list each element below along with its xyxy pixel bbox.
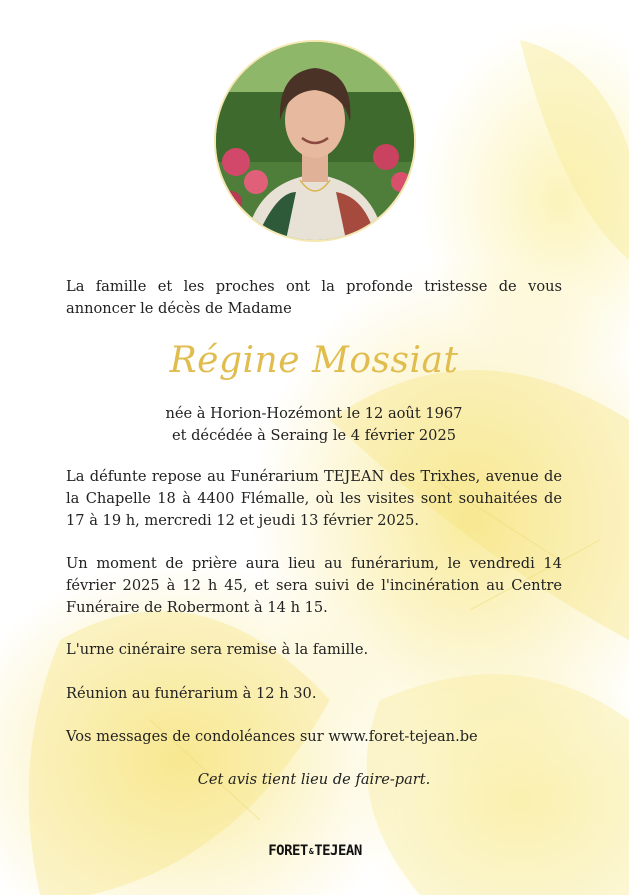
birth-line: née à Horion-Hozémont le 12 août 1967	[165, 405, 463, 422]
logo-tejean: TEJEAN	[314, 843, 362, 859]
dates-block	[66, 403, 562, 447]
death-line: et décédée à Seraing le 4 février 2025	[171, 427, 457, 444]
intro-paragraph: La famille et les proches ont la profonde tristesse de vous annoncer le décès de Madame	[66, 278, 562, 317]
condolences-paragraph: Vos messages de condoléances sur www.foret-tejean.be	[66, 728, 478, 745]
faire-part-note: Cet avis tient lieu de faire-part.	[197, 771, 431, 788]
prayer-paragraph: Un moment de prière aura lieu au funérarium, le vendredi 14 février 2025 à 12 h 45, et sera suivi de l'incinération au Centre Funéraire de Robermont à 14 h 15.	[66, 555, 562, 616]
reunion-paragraph: Réunion au funérarium à 12 h 30.	[66, 685, 317, 702]
rest-paragraph: La défunte repose au Funérarium TEJEAN des Trixhes, avenue de la Chapelle 18 à 4400 Flémalle, où les visites sont souhaitées de 17 à 19 h, mercredi 12 et jeudi 13 février 2025.	[66, 468, 562, 529]
portrait-photo	[216, 42, 414, 240]
deceased-name: Régine Mossiat	[169, 340, 459, 381]
logo-foret: FORET	[268, 843, 308, 859]
urn-paragraph: L'urne cinéraire sera remise à la famille.	[66, 641, 369, 658]
logo-ampersand: &	[308, 846, 314, 856]
foret-tejean-logo	[250, 843, 380, 859]
